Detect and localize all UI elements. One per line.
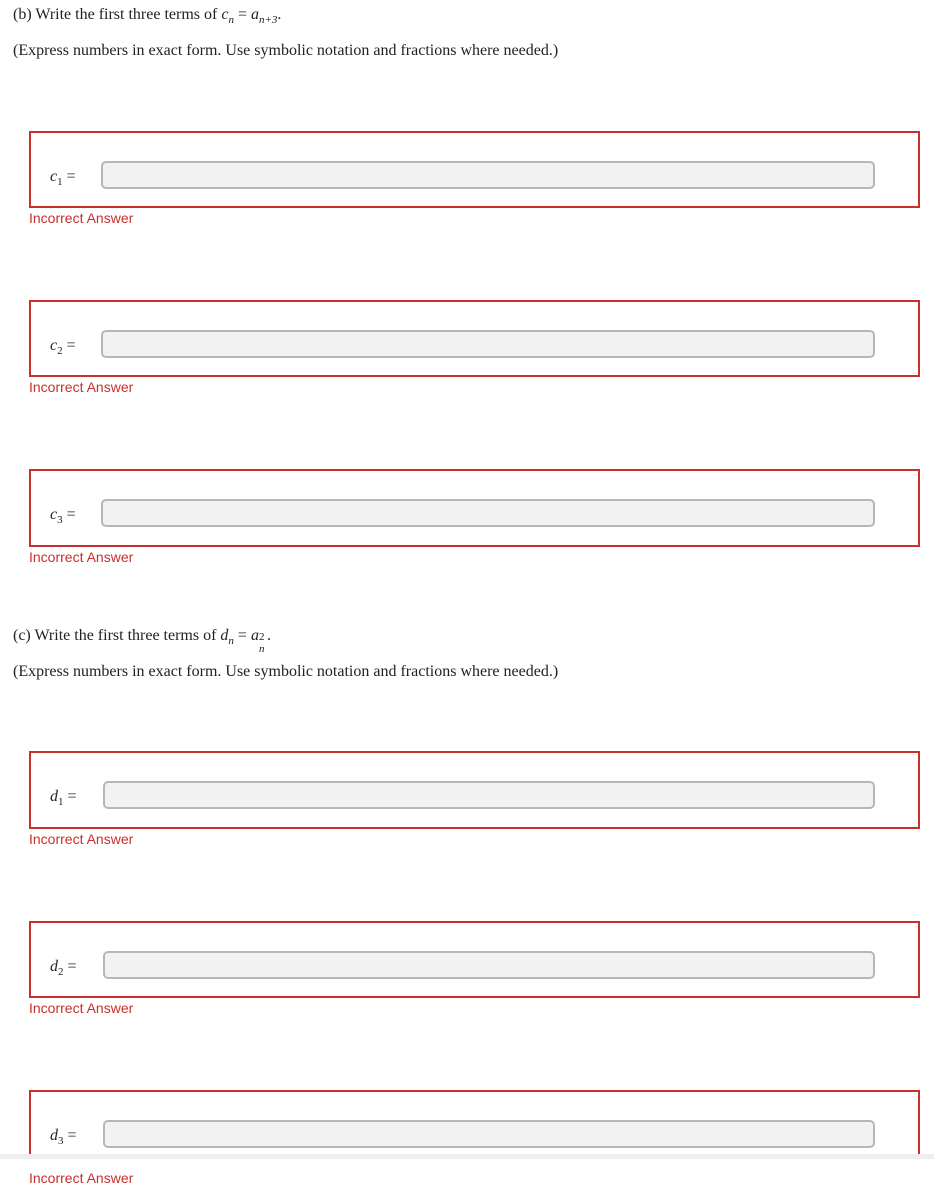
feedback-c3: Incorrect Answer bbox=[29, 549, 134, 565]
answer-label-c1: $c_1$ = bbox=[50, 168, 76, 189]
answer-box-d1 bbox=[29, 751, 920, 829]
answer-input-d1[interactable] bbox=[103, 781, 875, 809]
feedback-d3: Incorrect Answer bbox=[29, 1170, 134, 1186]
answer-input-c3[interactable] bbox=[101, 499, 875, 527]
feedback-d1: Incorrect Answer bbox=[29, 831, 134, 847]
part-b-prompt-text: (b) Write the first three terms of bbox=[13, 6, 218, 23]
part-c-instruction: (Express numbers in exact form. Use symbolic notation and fractions where needed.) bbox=[13, 663, 559, 680]
page-bottom-edge bbox=[0, 1154, 934, 1159]
answer-box-c1 bbox=[29, 131, 920, 208]
answer-box-d2 bbox=[29, 921, 920, 998]
answer-input-c2[interactable] bbox=[101, 330, 875, 358]
feedback-d2: Incorrect Answer bbox=[29, 1000, 134, 1016]
feedback-c2: Incorrect Answer bbox=[29, 379, 134, 395]
answer-label-d1: $d_1$ = bbox=[50, 788, 77, 809]
answer-input-d3[interactable] bbox=[103, 1120, 875, 1148]
answer-label-c3: $c_3$ = bbox=[50, 506, 76, 527]
answer-label-d3: $d_3$ = bbox=[50, 1127, 77, 1148]
answer-input-c1[interactable] bbox=[101, 161, 875, 189]
answer-label-c2: $c_2$ = bbox=[50, 337, 76, 358]
part-c-prompt bbox=[13, 627, 271, 655]
part-b-instruction: (Express numbers in exact form. Use symbolic notation and fractions where needed.) bbox=[13, 42, 559, 59]
answer-box-d3 bbox=[29, 1090, 920, 1154]
part-c-prompt-text: (c) Write the first three terms of bbox=[13, 627, 217, 644]
answer-input-d2[interactable] bbox=[103, 951, 875, 979]
answer-label-d2: $d_2$ = bbox=[50, 958, 77, 979]
part-b-prompt bbox=[13, 6, 281, 26]
answer-box-c3 bbox=[29, 469, 920, 547]
part-c-formula: $d_n = a$ 2 n . bbox=[220, 627, 271, 655]
feedback-c1: Incorrect Answer bbox=[29, 210, 134, 226]
part-b-formula: $c_n = a_{n+3}$. bbox=[221, 6, 282, 27]
answer-box-c2 bbox=[29, 300, 920, 377]
